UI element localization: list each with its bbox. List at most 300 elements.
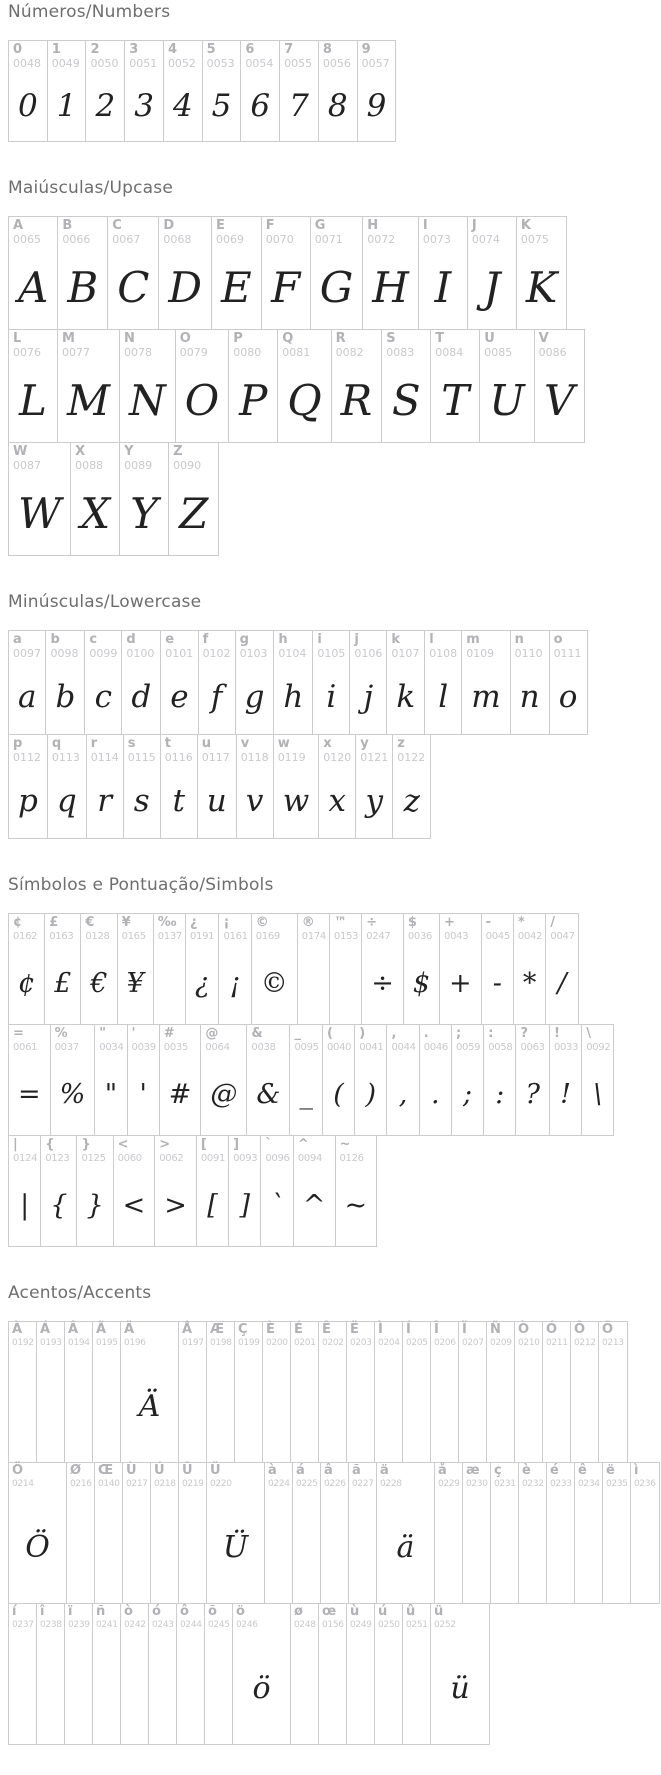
cell-header bbox=[229, 1136, 260, 1165]
cell-char-label: 1 bbox=[51, 42, 61, 57]
cell-char-label: Ø bbox=[70, 1463, 82, 1478]
cell-glyph-preview: d bbox=[131, 679, 152, 715]
cell-header bbox=[9, 735, 47, 764]
cell-glyph-preview: a bbox=[18, 679, 37, 715]
cell-char-label: © bbox=[255, 915, 269, 930]
cell-glyph-preview: A bbox=[18, 263, 49, 312]
cell-unicode-code: 0051 bbox=[129, 57, 158, 70]
section-title: Números/Numbers bbox=[8, 2, 171, 22]
cell-char-label: 9 bbox=[361, 42, 371, 57]
cell-header bbox=[319, 41, 357, 70]
cell-header bbox=[86, 41, 124, 70]
glyph-cell bbox=[122, 631, 161, 734]
glyph-cell bbox=[219, 914, 251, 1024]
glyph-cell bbox=[263, 1322, 291, 1462]
cell-glyph-preview bbox=[459, 1350, 486, 1462]
cell-glyph-preview: > bbox=[164, 1190, 187, 1221]
cell-unicode-code: 0227 bbox=[352, 1479, 374, 1489]
cell-glyph-preview bbox=[177, 1632, 204, 1744]
cell-unicode-code: 0252 bbox=[434, 1620, 456, 1630]
cell-glyph-preview: 4 bbox=[172, 87, 193, 124]
cell-header bbox=[160, 1025, 201, 1054]
cell-header bbox=[252, 914, 297, 943]
cell-unicode-code: 0230 bbox=[466, 1479, 488, 1489]
cell-char-label: 5 bbox=[206, 42, 216, 57]
cell-char-label: Ñ bbox=[490, 1322, 501, 1337]
cell-glyph-preview bbox=[349, 1491, 376, 1603]
glyph-cell bbox=[543, 1322, 571, 1462]
glyph-cell bbox=[179, 1463, 207, 1603]
cell-glyph-preview bbox=[298, 943, 329, 1024]
cell-unicode-code: 0207 bbox=[462, 1338, 484, 1348]
section-uppercase bbox=[8, 178, 653, 556]
cell-unicode-code: 0056 bbox=[322, 57, 351, 70]
cell-glyph-preview bbox=[435, 1491, 462, 1603]
cell-glyph-preview: Z bbox=[179, 489, 209, 538]
section-symbols bbox=[8, 875, 653, 1247]
glyph-cell bbox=[241, 41, 280, 141]
cell-header bbox=[550, 1025, 581, 1054]
cell-char-label: W bbox=[13, 444, 28, 459]
cell-header bbox=[51, 1025, 95, 1054]
glyph-cell bbox=[599, 1322, 627, 1462]
cell-char-label: r bbox=[90, 736, 98, 751]
cell-unicode-code: 0239 bbox=[68, 1620, 90, 1630]
cell-header bbox=[280, 41, 318, 70]
cell-char-label: Ü bbox=[210, 1463, 221, 1478]
cell-unicode-code: 0058 bbox=[488, 1042, 513, 1053]
cell-char-label: t bbox=[164, 736, 171, 751]
cell-char-label: Ä bbox=[124, 1322, 135, 1337]
cell-header bbox=[599, 1322, 627, 1350]
cell-unicode-code: 0114 bbox=[90, 751, 119, 764]
cell-unicode-code: 0197 bbox=[182, 1338, 204, 1348]
cell-glyph-preview bbox=[515, 1350, 542, 1462]
cell-header bbox=[347, 1604, 374, 1632]
glyph-cell bbox=[278, 330, 331, 442]
cell-glyph-preview: o bbox=[558, 679, 578, 715]
cell-unicode-code: 0117 bbox=[201, 751, 230, 764]
cell-glyph-preview: ü bbox=[450, 1670, 470, 1706]
cell-char-label: 0 bbox=[13, 42, 23, 57]
cell-unicode-code: 0088 bbox=[75, 459, 104, 472]
cell-unicode-code: 0162 bbox=[13, 931, 38, 942]
cell-unicode-code: 0225 bbox=[296, 1479, 318, 1489]
cell-header bbox=[382, 330, 430, 359]
cell-header bbox=[207, 1463, 264, 1491]
cell-unicode-code: 0068 bbox=[163, 233, 192, 246]
cell-header bbox=[247, 1025, 289, 1054]
glyph-cell bbox=[387, 1025, 419, 1135]
cell-char-label: ~ bbox=[339, 1137, 351, 1152]
glyph-cell bbox=[67, 1463, 95, 1603]
cell-header bbox=[362, 914, 403, 943]
cell-glyph-preview: 3 bbox=[134, 87, 154, 124]
cell-glyph-preview: T bbox=[441, 376, 470, 425]
cell-glyph-preview bbox=[93, 1632, 120, 1744]
cell-unicode-code: 0231 bbox=[494, 1479, 516, 1489]
glyph-cell bbox=[198, 735, 237, 838]
cell-unicode-code: 0203 bbox=[350, 1338, 372, 1348]
cell-glyph-preview: ` bbox=[270, 1190, 284, 1221]
cell-char-label: p bbox=[13, 736, 23, 751]
cell-glyph-preview: z bbox=[403, 783, 420, 819]
cell-unicode-code: 0232 bbox=[522, 1479, 544, 1489]
cell-glyph-preview: € bbox=[90, 968, 108, 999]
cell-unicode-code: 0121 bbox=[360, 751, 389, 764]
cell-char-label: Y bbox=[124, 444, 134, 459]
cell-glyph-preview: h bbox=[283, 679, 304, 715]
cell-header bbox=[330, 914, 361, 943]
cell-char-label: f bbox=[202, 632, 209, 647]
cell-char-label: { bbox=[45, 1137, 55, 1152]
cell-unicode-code: 0196 bbox=[124, 1338, 146, 1348]
cell-header bbox=[9, 217, 57, 246]
glyph-cell bbox=[375, 1604, 403, 1744]
glyph-cell bbox=[347, 1604, 375, 1744]
cell-char-label: ê bbox=[578, 1463, 587, 1478]
cell-glyph-preview bbox=[599, 1350, 627, 1462]
cell-unicode-code: 0102 bbox=[202, 647, 231, 660]
glyph-cell bbox=[207, 1322, 235, 1462]
cell-header bbox=[186, 914, 218, 943]
cell-header bbox=[265, 1463, 292, 1491]
cell-glyph-preview: q bbox=[56, 783, 77, 819]
cell-unicode-code: 0034 bbox=[99, 1042, 124, 1053]
glyph-cell bbox=[323, 1025, 355, 1135]
glyph-cell bbox=[319, 1322, 347, 1462]
cell-glyph-preview: D bbox=[168, 263, 203, 312]
cell-header bbox=[9, 443, 70, 472]
glyph-cell bbox=[95, 1463, 123, 1603]
glyph-cell bbox=[179, 1322, 207, 1462]
glyph-cell bbox=[403, 1604, 431, 1744]
cell-unicode-code: 0238 bbox=[40, 1620, 62, 1630]
glyph-cell bbox=[262, 217, 311, 329]
cell-unicode-code: 0043 bbox=[444, 931, 469, 942]
cell-header bbox=[198, 735, 236, 764]
cell-header bbox=[207, 1322, 234, 1350]
cell-header bbox=[121, 1604, 148, 1632]
cell-unicode-code: 0057 bbox=[361, 57, 390, 70]
cell-glyph-preview: , bbox=[398, 1079, 408, 1110]
cell-header bbox=[262, 217, 310, 246]
cell-glyph-preview bbox=[463, 1491, 490, 1603]
glyph-cell bbox=[121, 1322, 179, 1462]
glyph-cell bbox=[294, 1136, 336, 1246]
cell-unicode-code: 0107 bbox=[391, 647, 420, 660]
cell-header bbox=[219, 914, 250, 943]
cell-unicode-code: 0244 bbox=[180, 1620, 202, 1630]
cell-unicode-code: 0076 bbox=[13, 346, 41, 359]
cell-glyph-preview bbox=[291, 1632, 318, 1744]
cell-unicode-code: 0118 bbox=[240, 751, 269, 764]
cell-unicode-code: 0217 bbox=[126, 1479, 148, 1489]
cell-unicode-code: 0104 bbox=[278, 647, 307, 660]
cell-unicode-code: 0235 bbox=[606, 1479, 628, 1489]
cell-glyph-preview bbox=[154, 943, 185, 1024]
cell-char-label: " bbox=[99, 1026, 107, 1041]
cell-char-label: - bbox=[485, 915, 492, 930]
cell-char-label: > bbox=[159, 1137, 171, 1152]
cell-glyph-preview: ! bbox=[560, 1079, 571, 1110]
cell-char-label: ü bbox=[434, 1604, 444, 1619]
glyph-cell bbox=[431, 330, 480, 442]
cell-char-label: ø bbox=[294, 1604, 303, 1619]
cell-glyph-preview bbox=[631, 1491, 659, 1603]
cell-glyph-preview: t bbox=[172, 783, 185, 819]
cell-glyph-preview: V bbox=[544, 376, 575, 425]
glyph-cell bbox=[463, 1463, 491, 1603]
cell-header bbox=[387, 1025, 418, 1054]
cell-glyph-preview bbox=[207, 1350, 234, 1462]
cell-header bbox=[294, 1136, 335, 1165]
cell-header bbox=[58, 330, 119, 359]
cell-unicode-code: 0241 bbox=[96, 1620, 118, 1630]
cell-glyph-preview: C bbox=[117, 263, 150, 312]
glyph-cell bbox=[87, 735, 124, 838]
cell-char-label: N bbox=[124, 331, 135, 346]
cell-unicode-code: 0229 bbox=[438, 1479, 460, 1489]
cell-unicode-code: 0037 bbox=[54, 1042, 79, 1053]
glyph-row bbox=[8, 1321, 628, 1463]
cell-glyph-preview: ~ bbox=[344, 1190, 368, 1221]
cell-header bbox=[161, 735, 197, 764]
cell-header bbox=[514, 914, 546, 943]
glyph-cell bbox=[480, 330, 534, 442]
cell-glyph-preview: : bbox=[495, 1079, 505, 1110]
cell-unicode-code: 0195 bbox=[96, 1338, 118, 1348]
glyph-cell bbox=[205, 1604, 233, 1744]
cell-unicode-code: 0039 bbox=[131, 1042, 156, 1053]
cell-glyph-preview bbox=[319, 1350, 346, 1462]
cell-header bbox=[431, 1604, 489, 1632]
cell-glyph-preview: { bbox=[50, 1190, 68, 1221]
cell-glyph-preview bbox=[519, 1491, 546, 1603]
cell-unicode-code: 0126 bbox=[339, 1153, 364, 1164]
cell-char-label: H bbox=[367, 218, 379, 233]
cell-char-label: Z bbox=[173, 444, 183, 459]
cell-unicode-code: 0234 bbox=[578, 1479, 600, 1489]
cell-unicode-code: 0200 bbox=[266, 1338, 288, 1348]
cell-header bbox=[159, 217, 211, 246]
glyph-row bbox=[8, 1024, 614, 1136]
cell-char-label: ú bbox=[378, 1604, 388, 1619]
cell-char-label: : bbox=[488, 1026, 494, 1041]
glyph-cell bbox=[468, 217, 517, 329]
cell-unicode-code: 0153 bbox=[333, 931, 359, 942]
cell-char-label: # bbox=[163, 1026, 175, 1041]
cell-unicode-code: 0245 bbox=[208, 1620, 230, 1630]
glyph-cell bbox=[515, 1322, 543, 1462]
cell-char-label: h bbox=[278, 632, 288, 647]
glyph-cell bbox=[319, 41, 358, 141]
glyph-cell bbox=[125, 41, 164, 141]
cell-glyph-preview: Q bbox=[287, 376, 322, 425]
glyph-cell bbox=[77, 1136, 113, 1246]
cell-unicode-code: 0119 bbox=[277, 751, 306, 764]
glyph-cell bbox=[274, 735, 320, 838]
cell-unicode-code: 0219 bbox=[182, 1479, 204, 1489]
cell-char-label: A bbox=[13, 218, 24, 233]
cell-glyph-preview: £ bbox=[54, 968, 72, 999]
glyph-cell bbox=[93, 1322, 121, 1462]
cell-unicode-code: 0075 bbox=[520, 233, 549, 246]
cell-header bbox=[435, 1463, 462, 1491]
cell-glyph-preview bbox=[37, 1632, 64, 1744]
cell-header bbox=[93, 1322, 120, 1350]
cell-char-label: Ò bbox=[518, 1322, 530, 1337]
cell-glyph-preview: ¿ bbox=[195, 968, 210, 999]
glyph-cell bbox=[252, 914, 298, 1024]
cell-char-label: Ú bbox=[154, 1463, 165, 1478]
cell-char-label: & bbox=[251, 1026, 263, 1041]
cell-glyph-preview: ( bbox=[333, 1079, 344, 1110]
cell-glyph-preview: ] bbox=[239, 1190, 251, 1221]
glyph-cell bbox=[516, 1025, 549, 1135]
glyph-cell bbox=[482, 914, 514, 1024]
glyph-cell bbox=[95, 1025, 127, 1135]
cell-char-label: î bbox=[40, 1604, 45, 1619]
cell-header bbox=[87, 735, 123, 764]
cell-char-label: ì bbox=[634, 1463, 639, 1478]
cell-char-label: n bbox=[514, 632, 524, 647]
cell-glyph-preview bbox=[547, 1491, 574, 1603]
cell-header bbox=[375, 1322, 402, 1350]
cell-char-label: å bbox=[438, 1463, 447, 1478]
cell-unicode-code: 0112 bbox=[13, 751, 41, 764]
cell-header bbox=[229, 330, 277, 359]
cell-char-label: % bbox=[54, 1026, 68, 1041]
cell-header bbox=[58, 217, 107, 246]
glyph-cell bbox=[293, 1463, 321, 1603]
cell-unicode-code: 0205 bbox=[406, 1338, 428, 1348]
cell-unicode-code: 0111 bbox=[553, 647, 582, 660]
cell-header bbox=[291, 1604, 318, 1632]
cell-glyph-preview bbox=[293, 1491, 320, 1603]
cell-char-label: d bbox=[126, 632, 136, 647]
cell-unicode-code: 0061 bbox=[13, 1042, 38, 1053]
glyph-cell bbox=[93, 1604, 121, 1744]
cell-header bbox=[480, 330, 533, 359]
cell-char-label: B bbox=[62, 218, 73, 233]
glyph-cell bbox=[229, 1136, 261, 1246]
glyph-cell bbox=[9, 1136, 41, 1246]
cell-char-label: û bbox=[406, 1604, 416, 1619]
glyph-cell bbox=[519, 1463, 547, 1603]
glyph-cell bbox=[375, 1322, 403, 1462]
cell-unicode-code: 0084 bbox=[435, 346, 464, 359]
cell-header bbox=[293, 1463, 320, 1491]
cell-glyph-preview bbox=[121, 1632, 148, 1744]
cell-header bbox=[108, 217, 158, 246]
cell-glyph-preview: y bbox=[365, 783, 383, 819]
cell-unicode-code: 0094 bbox=[297, 1153, 323, 1164]
cell-char-label: Â bbox=[68, 1322, 79, 1337]
cell-glyph-preview: W bbox=[18, 489, 62, 538]
cell-char-label: Û bbox=[182, 1463, 193, 1478]
glyph-cell bbox=[265, 1463, 293, 1603]
cell-header bbox=[199, 631, 235, 660]
cell-char-label: œ bbox=[322, 1604, 337, 1619]
cell-unicode-code: 0079 bbox=[179, 346, 208, 359]
cell-unicode-code: 0247 bbox=[366, 931, 391, 942]
cell-char-label: Ô bbox=[574, 1322, 586, 1337]
cell-unicode-code: 0123 bbox=[45, 1153, 70, 1164]
cell-glyph-preview bbox=[375, 1632, 402, 1744]
cell-header bbox=[9, 914, 44, 943]
cell-glyph-preview bbox=[149, 1632, 176, 1744]
cell-unicode-code: 0169 bbox=[255, 931, 280, 942]
glyph-cell bbox=[9, 1604, 37, 1744]
cell-header bbox=[164, 41, 202, 70]
cell-header bbox=[122, 631, 160, 660]
cell-glyph-preview bbox=[603, 1491, 630, 1603]
glyph-cell bbox=[164, 41, 203, 141]
glyph-cell bbox=[575, 1463, 603, 1603]
cell-unicode-code: 0194 bbox=[68, 1338, 90, 1348]
cell-glyph-preview: f bbox=[210, 679, 223, 715]
cell-glyph-preview bbox=[403, 1632, 430, 1744]
cell-glyph-preview: 5 bbox=[211, 87, 232, 124]
glyph-cell bbox=[377, 1463, 435, 1603]
cell-header bbox=[350, 631, 386, 660]
cell-unicode-code: 0096 bbox=[265, 1153, 290, 1164]
cell-header bbox=[431, 330, 479, 359]
cell-char-label: c bbox=[89, 632, 98, 647]
cell-char-label: w bbox=[277, 736, 290, 751]
cell-header bbox=[356, 735, 392, 764]
glyph-cell bbox=[420, 1025, 452, 1135]
section-title: Acentos/Accents bbox=[8, 1283, 152, 1303]
cell-unicode-code: 0191 bbox=[190, 931, 215, 942]
cell-header bbox=[290, 1025, 322, 1054]
cell-unicode-code: 0083 bbox=[386, 346, 415, 359]
glyph-cell bbox=[347, 1322, 375, 1462]
glyph-cell bbox=[547, 1463, 575, 1603]
glyph-cell bbox=[440, 914, 482, 1024]
glyph-cell bbox=[431, 1322, 459, 1462]
cell-header bbox=[114, 1136, 155, 1165]
cell-glyph-preview bbox=[9, 1350, 36, 1462]
cell-header bbox=[237, 735, 273, 764]
cell-header bbox=[515, 1322, 542, 1350]
cell-char-label: ' bbox=[131, 1026, 136, 1041]
cell-unicode-code: 0054 bbox=[245, 57, 274, 70]
cell-unicode-code: 0161 bbox=[223, 931, 248, 942]
cell-header bbox=[420, 1025, 451, 1054]
cell-char-label: } bbox=[81, 1137, 91, 1152]
glyph-cell bbox=[120, 443, 169, 555]
glyph-cell bbox=[37, 1604, 65, 1744]
cell-header bbox=[321, 1463, 348, 1491]
cell-glyph-preview: * bbox=[522, 968, 537, 999]
cell-glyph-preview: | bbox=[20, 1190, 30, 1221]
glyph-cell bbox=[9, 914, 45, 1024]
cell-unicode-code: 0140 bbox=[98, 1479, 120, 1489]
cell-char-label: M bbox=[62, 331, 75, 346]
cell-char-label: Í bbox=[406, 1322, 411, 1337]
cell-char-label: O bbox=[179, 331, 191, 346]
cell-glyph-preview: m bbox=[471, 679, 501, 715]
cell-char-label: y bbox=[360, 736, 369, 751]
glyph-cell bbox=[203, 41, 242, 141]
cell-glyph-preview: - bbox=[492, 968, 502, 999]
cell-glyph-preview bbox=[179, 1491, 206, 1603]
cell-header bbox=[93, 1604, 120, 1632]
cell-header bbox=[511, 631, 549, 660]
cell-unicode-code: 0074 bbox=[471, 233, 500, 246]
